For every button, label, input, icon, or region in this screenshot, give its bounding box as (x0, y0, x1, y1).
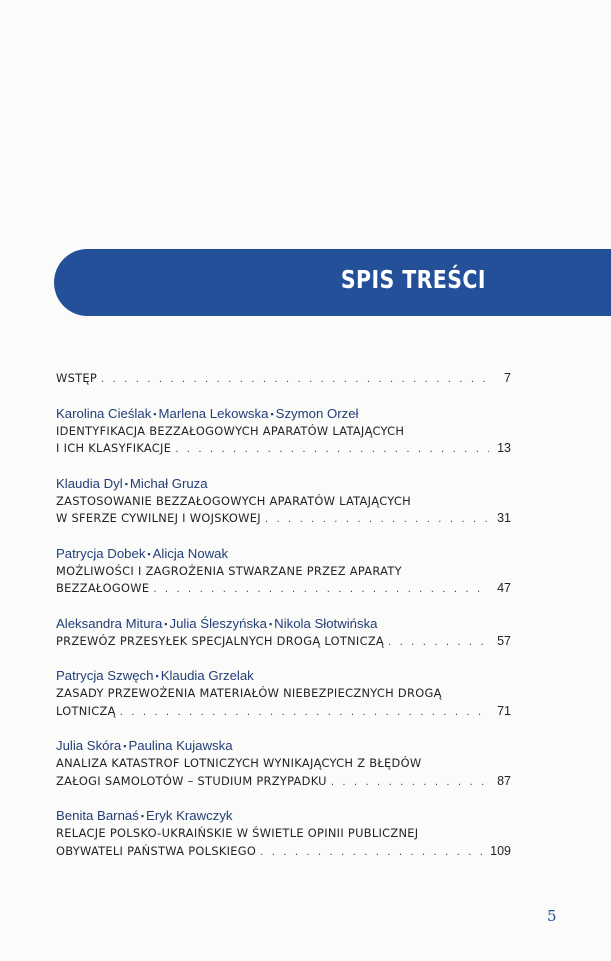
dot-leader (175, 441, 489, 459)
toc-entry-page-number: 109 (490, 843, 511, 858)
toc-entry-title: BEZZAŁOGOWE (56, 581, 150, 595)
toc-entry-final-line (56, 773, 511, 792)
toc-entry-final-line (56, 370, 511, 389)
toc-entry-title: LOTNICZĄ (56, 703, 116, 718)
toc-entry-title: RELACJE POLSKO-UKRAIŃSKIE W ŚWIETLE OPINII PUBLICZNEJ (56, 826, 419, 840)
toc-entry-page-number: 31 (497, 511, 511, 525)
toc-entry-title: ZASTOSOWANIE BEZZAŁOGOWYCH APARATÓW LATAJĄCYCH (56, 493, 412, 508)
toc-entry-authors (56, 405, 511, 423)
author-separator-bullet: ▪ (140, 811, 145, 821)
author-name: Benita Barnaś (56, 808, 139, 823)
toc-entry-authors (56, 807, 511, 825)
toc-entry[interactable] (56, 667, 511, 721)
author-separator-bullet: ▪ (268, 618, 273, 629)
toc-entry-page-number: 87 (497, 773, 511, 788)
toc-entry-page-number: 13 (497, 441, 511, 455)
toc-entry-page-number: 57 (497, 633, 511, 648)
toc-entry-page-number: 71 (497, 703, 511, 718)
author-name: Nikola Słotwińska (274, 615, 378, 631)
author-name: Karolina Cieślak (56, 405, 152, 421)
toc-entry[interactable] (56, 545, 511, 599)
author-name: Eryk Krawczyk (146, 808, 233, 823)
author-separator-bullet: ▪ (270, 408, 274, 419)
toc-entry-title: MOŻLIWOŚCI I ZAGROŻENIA STWARZANE PRZEZ APARATY (56, 563, 402, 578)
dot-leader (265, 511, 489, 529)
toc-entry-title: WSTĘP (56, 371, 98, 385)
dot-leader (120, 704, 489, 722)
toc-entry-title: I ICH KLASYFIKACJE (56, 441, 172, 455)
dot-leader (331, 774, 489, 792)
author-name: Paulina Kujawska (128, 738, 233, 753)
toc-entry-final-line (56, 510, 511, 529)
author-separator-bullet: ▪ (124, 478, 128, 489)
author-name: Patrycja Szwęch (56, 668, 154, 683)
toc-entry-final-line (56, 440, 511, 459)
toc-entry[interactable] (56, 370, 511, 389)
author-name: Klaudia Dyl (56, 475, 123, 491)
toc-entry-final-line (56, 843, 511, 862)
toc-entry-title: ANALIZA KATASTROF LOTNICZYCH WYNIKAJĄCYCH Z BŁĘDÓW (56, 756, 422, 770)
title-banner (54, 249, 611, 316)
table-of-contents (56, 370, 511, 877)
author-separator-bullet: ▪ (164, 618, 168, 629)
toc-entry-authors (56, 737, 511, 755)
toc-entry-authors (56, 475, 511, 493)
author-separator-bullet: ▪ (123, 741, 127, 751)
page-title: SPIS TREŚCI (340, 265, 486, 294)
author-separator-bullet: ▪ (153, 408, 157, 419)
author-name: Szymon Orzeł (275, 405, 359, 421)
author-name: Michał Gruza (129, 475, 208, 491)
author-name: Alicja Nowak (152, 545, 229, 561)
author-name: Marlena Lekowska (158, 405, 269, 421)
toc-entry-final-line (56, 580, 511, 599)
toc-entry[interactable] (56, 615, 511, 652)
author-name: Julia Śleszyńska (169, 615, 267, 631)
toc-entry-title: OBYWATELI PAŃSTWA POLSKIEGO (56, 843, 257, 858)
toc-entry[interactable] (56, 475, 511, 529)
page-number: 5 (547, 907, 557, 925)
toc-entry[interactable] (56, 405, 511, 459)
author-name: Klaudia Grzelak (160, 668, 254, 683)
toc-entry-authors (56, 615, 511, 633)
author-name: Patrycja Dobek (56, 545, 146, 561)
toc-entry-page-number: 7 (504, 371, 511, 385)
author-name: Aleksandra Mitura (56, 615, 163, 631)
toc-entry-authors (56, 545, 511, 563)
toc-entry[interactable] (56, 807, 511, 861)
dot-leader (388, 634, 489, 652)
toc-entry-title: ZAŁOGI SAMOLOTÓW – STUDIUM PRZYPADKU (56, 773, 327, 788)
dot-leader (153, 581, 489, 599)
toc-entry-final-line (56, 703, 511, 722)
dot-leader (101, 371, 489, 389)
toc-entry-title: IDENTYFIKACJA BEZZAŁOGOWYCH APARATÓW LATAJĄCYCH (56, 423, 405, 438)
dot-leader (260, 844, 486, 862)
toc-entry-title: W SFERZE CYWILNEJ I WOJSKOWEJ (56, 511, 261, 525)
author-separator-bullet: ▪ (147, 548, 151, 559)
toc-entry-authors (56, 667, 511, 685)
toc-entry-title: PRZEWÓZ PRZESYŁEK SPECJALNYCH DROGĄ LOTNICZĄ (56, 633, 385, 648)
author-name: Julia Skóra (56, 738, 122, 753)
toc-entry-final-line (56, 633, 511, 652)
author-separator-bullet: ▪ (155, 671, 159, 681)
toc-entry-page-number: 47 (497, 581, 511, 595)
toc-entry-title: ZASADY PRZEWOŻENIA MATERIAŁÓW NIEBEZPIECZNYCH DROGĄ (56, 686, 442, 700)
toc-entry[interactable] (56, 737, 511, 791)
